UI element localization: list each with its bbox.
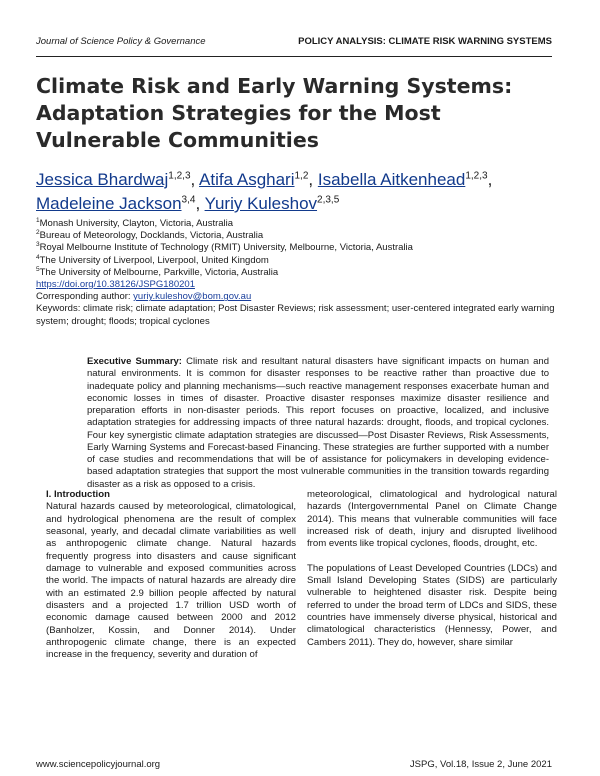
affiliation: $^3$Royal Melbourne Institute of Technology (RMIT) University, Melbourne, Victoria, Australia <box>36 241 413 254</box>
author-affil-marker: 2,3,5 <box>317 194 340 206</box>
corresponding-email-link[interactable]: yuriy.kuleshov@bom.gov.au <box>133 291 252 303</box>
author-list: Jessica Bhardwaj$^{1,2,3}$, Atifa Asghari$^{1,2}$, Isabella Aitkenhead$^{1,2,3}$, Madeleine Jackson$^{3,4}$, Yuriy Kuleshov$^{2,3,5}$ <box>36 170 493 213</box>
author-link[interactable]: Madeleine Jackson <box>36 194 182 213</box>
executive-summary-text: Climate risk and resultant natural disasters have significant impacts on human and natural environments. It is common for disaster responses to be reactive rather than proactive due to inadequate policy and planning mechanisms—such reactive management responses exacerbate human and economic losses in times of disaster. Proactive disaster responses maximize disaster resilience and preparation efforts in non-disaster periods. This report focuses on proactive, localized, and inclusive adaptation strategies for addressing impacts of three natural hazards: drought, floods, and tropical cyclones. Four key synergistic climate adaptation strategies are discussed—Post Disaster Reviews, Risk Assessments, Early Warning Systems and Forecast-based Financing. These strategies are further supported with a number of case studies and recommendations that will be of assistance for policymakers in developing evidence-based adaptation strategies that support the most vulnerable communities in the transition towards regarding disaster as a risk as opposed to a crisis. <box>87 356 549 490</box>
body-paragraph: Natural hazards caused by meteorological, climatological, and hydrological phenomena are the result of complex seasonal, yearly, and decadal climate variabilities as well as anthropogenic climate change. Natural hazards frequently progress into disasters and cause significant damage to vulnerable and exposed communities across the world. The impacts of natural hazards are already dire with an estimated 2.9 billion people affected by natural disasters and a projected 1.7 trillion USD worth of economic damage caused between 2000 and 2012 (Banholzer, Kossin, and Donner 2014). Under anthropogenic climate change, there is an expected increase in the frequency, severity and duration of <box>46 501 296 661</box>
running-header <box>36 36 552 52</box>
author-affil-marker: 1,2 <box>294 170 309 182</box>
affiliation: $^2$Bureau of Meteorology, Docklands, Victoria, Australia <box>36 229 264 242</box>
author-affil-marker: 1,2,3 <box>168 170 191 182</box>
section-label: POLICY ANALYSIS: CLIMATE RISK WARNING SYSTEMS <box>298 36 552 47</box>
affiliation: $^4$The University of Liverpool, Liverpool, United Kingdom <box>36 253 269 266</box>
author-link[interactable]: Atifa Asghari <box>199 170 295 189</box>
affiliation: $^5$The University of Melbourne, Parkville, Victoria, Australia <box>36 265 279 278</box>
executive-summary <box>87 356 549 491</box>
affiliation: $^1$Monash University, Clayton, Victoria, Australia <box>36 216 234 229</box>
author-link[interactable]: Isabella Aitkenhead <box>317 170 466 189</box>
right-column <box>307 489 557 649</box>
author-affil-marker: 3,4 <box>181 194 196 206</box>
keywords-text: climate risk; climate adaptation; Post Disaster Reviews; risk assessment; user-centered integrated early warning system; drought; floods; tropical cyclones <box>36 303 555 327</box>
author-link[interactable]: Yuriy Kuleshov <box>204 194 318 213</box>
section-heading: I. Introduction <box>46 489 110 500</box>
left-column <box>46 489 296 662</box>
paper-title: Climate Risk and Early Warning Systems: Adaptation Strategies for the Most Vulnerable Communities <box>36 74 513 152</box>
keywords-label: Keywords: <box>36 303 83 315</box>
body-paragraph: The populations of Least Developed Countries (LDCs) and Small Island Developing States (SIDS) are particularly vulnerable to heightened disaster risk. Despite being referred to under the broad term of LDCs and SIDS, these countries have immensely diverse physical, historical and climatological characteristics (Hennessy, Power, and Cambers 2011). They do, however, share similar <box>307 562 557 648</box>
header-divider <box>36 56 552 57</box>
doi-link[interactable]: https://doi.org/10.38126/JSPG180201 <box>36 279 195 291</box>
affiliation-block <box>36 218 556 328</box>
executive-summary-label: Executive Summary: <box>87 356 182 367</box>
author-link[interactable]: Jessica Bhardwaj <box>36 170 169 189</box>
body-paragraph: meteorological, climatological and hydrological natural hazards (Intergovernmental Panel on Climate Change 2014). This means that vulnerable communities will face increased risk of death, injury and disrupted livelihood from events like tropical cyclones, floods, drought, etc. <box>307 489 557 550</box>
author-affil-marker: 1,2,3 <box>465 170 488 182</box>
corresponding-label: Corresponding author: <box>36 291 134 303</box>
journal-name: Journal of Science Policy & Governance <box>36 36 206 47</box>
issue-citation: JSPG, Vol.18, Issue 2, June 2021 <box>409 759 552 770</box>
journal-website[interactable]: www.sciencepolicyjournal.org <box>36 759 161 770</box>
